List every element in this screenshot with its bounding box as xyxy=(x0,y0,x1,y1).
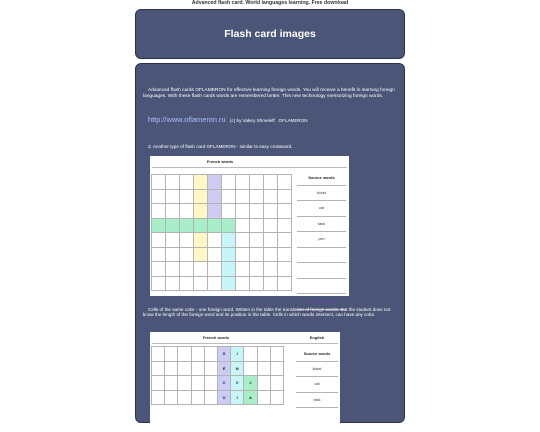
card1-cell xyxy=(278,262,292,277)
card1-cell xyxy=(166,233,180,248)
card1-cell xyxy=(250,218,264,233)
card1-cell xyxy=(264,233,278,248)
card2-cell: U xyxy=(217,390,230,405)
card1-header-foreign: French words xyxy=(206,159,234,164)
card1-cell xyxy=(194,175,208,190)
card2-cell xyxy=(178,347,191,362)
card1-source-word xyxy=(297,247,346,263)
card2-cell: S xyxy=(217,347,230,362)
card1-cell xyxy=(208,276,222,291)
card2-cell: C xyxy=(217,376,230,391)
card1-cell xyxy=(264,189,278,204)
card2-cell xyxy=(270,347,283,362)
card1-grid xyxy=(151,174,292,291)
card1-cell xyxy=(222,247,236,262)
card1-source-word: ticket xyxy=(297,185,346,201)
card2-cell xyxy=(152,390,165,405)
card1-cell xyxy=(208,233,222,248)
card2-cell xyxy=(257,347,270,362)
card1-cell xyxy=(236,276,250,291)
card1-cell xyxy=(222,189,236,204)
card2-cell xyxy=(270,376,283,391)
card2-cell xyxy=(257,361,270,376)
card2-source-word: task xyxy=(296,392,338,408)
brand-text: OFLAMERON xyxy=(278,118,308,123)
card1-cell xyxy=(194,189,208,204)
card1-cell xyxy=(194,247,208,262)
card2-cell xyxy=(178,361,191,376)
card1-cell xyxy=(208,218,222,233)
card1-cell xyxy=(250,175,264,190)
card2-cell xyxy=(257,390,270,405)
flash-card-crossword xyxy=(150,156,349,304)
card1-cell xyxy=(236,189,250,204)
site-line xyxy=(148,115,308,124)
card2-cell xyxy=(270,361,283,376)
card2-cell xyxy=(191,376,204,391)
card2-cell xyxy=(191,347,204,362)
card1-source-word xyxy=(297,263,346,279)
card1-cell xyxy=(278,204,292,219)
card1-cell xyxy=(250,276,264,291)
card1-cell xyxy=(236,262,250,277)
card2-cell: É xyxy=(217,361,230,376)
card2-cell xyxy=(165,361,178,376)
card1-cell xyxy=(250,204,264,219)
card1-cell xyxy=(236,175,250,190)
card1-cell xyxy=(166,276,180,291)
card2-source-table xyxy=(296,346,338,408)
card1-cell xyxy=(152,189,166,204)
card1-cell xyxy=(236,233,250,248)
card1-cell xyxy=(152,175,166,190)
card1-cell xyxy=(236,204,250,219)
card1-cell xyxy=(180,233,194,248)
card2-cell xyxy=(270,390,283,405)
card1-cell xyxy=(208,262,222,277)
card2-cell: I xyxy=(231,347,244,362)
card1-source-word xyxy=(297,278,346,294)
card1-cell xyxy=(208,247,222,262)
card2-cell xyxy=(152,347,165,362)
card1-cell xyxy=(278,233,292,248)
card2-cell: A xyxy=(244,390,257,405)
card1-cell xyxy=(180,204,194,219)
card1-cell xyxy=(222,276,236,291)
card2-cell: V xyxy=(231,376,244,391)
card1-cell xyxy=(152,276,166,291)
card2-cell xyxy=(178,376,191,391)
site-link[interactable]: http://www.oflameron.ru xyxy=(148,115,226,124)
card1-source-table xyxy=(297,170,346,310)
card1-cell xyxy=(264,276,278,291)
card1-cell xyxy=(166,175,180,190)
card2-source-word: ticket xyxy=(296,361,338,377)
card1-cell xyxy=(278,218,292,233)
card1-cell xyxy=(250,233,264,248)
card1-cell xyxy=(222,262,236,277)
card1-cell xyxy=(264,175,278,190)
card2-cell xyxy=(244,347,257,362)
card2-cell xyxy=(152,361,165,376)
card2-cell xyxy=(191,390,204,405)
card1-cell xyxy=(194,276,208,291)
card1-cell xyxy=(180,189,194,204)
card2-grid xyxy=(151,346,284,405)
card1-cell xyxy=(194,233,208,248)
card1-cell xyxy=(250,247,264,262)
card1-cell xyxy=(278,189,292,204)
card1-cell xyxy=(208,204,222,219)
card1-cell xyxy=(166,262,180,277)
card2-cell xyxy=(204,390,217,405)
credit-text: (c) by Valery Shmeleff xyxy=(229,118,275,123)
card1-cell xyxy=(278,175,292,190)
card1-cell xyxy=(222,233,236,248)
card2-header-foreign: French words xyxy=(202,335,230,340)
content-panel xyxy=(135,63,405,423)
item-3-text: 3. Another type of flash card OFLAMERON - similar to easy crossword. xyxy=(148,144,293,149)
card1-cell xyxy=(152,233,166,248)
card1-cell xyxy=(180,175,194,190)
card1-cell xyxy=(180,262,194,277)
card1-cell xyxy=(264,247,278,262)
card1-cell xyxy=(264,204,278,219)
card1-cell xyxy=(264,218,278,233)
card1-cell xyxy=(194,204,208,219)
flash-card-crossword-filled xyxy=(150,332,340,432)
page-title: Flash card images xyxy=(224,28,316,40)
card2-cell: N xyxy=(231,361,244,376)
card1-cell xyxy=(180,276,194,291)
card1-cell xyxy=(194,262,208,277)
card2-cell xyxy=(244,361,257,376)
card2-cell xyxy=(257,376,270,391)
card1-cell xyxy=(152,262,166,277)
card1-cell xyxy=(166,218,180,233)
card2-source-word: cat xyxy=(296,377,338,393)
card1-cell xyxy=(152,247,166,262)
card1-cell xyxy=(152,204,166,219)
card2-cell xyxy=(191,361,204,376)
card1-cell xyxy=(208,175,222,190)
card2-cell xyxy=(204,376,217,391)
card1-cell xyxy=(208,189,222,204)
card2-cell: J xyxy=(244,376,257,391)
card1-cell xyxy=(166,204,180,219)
card1-cell xyxy=(236,218,250,233)
explanation-paragraph: Cells of the same color - one foreign word. Written in the table the translation of foreign words. But the student does not know the length of the foreign word and its position in the table. Cells in which words intersect, can have any color. xyxy=(143,307,391,318)
card1-cell xyxy=(152,218,166,233)
card2-cell xyxy=(152,376,165,391)
card1-cell xyxy=(278,276,292,291)
card2-cell: I xyxy=(231,390,244,405)
page-caption: Advanced flash card. World languages learning. Free download xyxy=(191,0,349,6)
card1-brand: OFLAMERON xyxy=(297,294,346,310)
title-panel xyxy=(135,9,405,59)
card2-cell xyxy=(178,390,191,405)
card2-cell xyxy=(165,376,178,391)
card1-cell xyxy=(194,218,208,233)
card1-header-source: Source words xyxy=(297,170,346,185)
card1-cell xyxy=(180,218,194,233)
card1-source-word: task xyxy=(297,216,346,232)
intro-paragraph: Advanced flash cards OFLAMERON for effective learning foreign words. You will receive a benefit in learning foreign languages. With these flash cards words are remembered better. This new technology memorizing foreign words. xyxy=(143,88,395,99)
card1-cell xyxy=(166,247,180,262)
card1-cell xyxy=(222,204,236,219)
card2-cell xyxy=(204,347,217,362)
card1-cell xyxy=(250,189,264,204)
card1-cell xyxy=(166,189,180,204)
card1-cell xyxy=(250,262,264,277)
card1-cell xyxy=(264,262,278,277)
card1-source-word: pen xyxy=(297,232,346,248)
card2-cell xyxy=(204,361,217,376)
card2-cell xyxy=(165,347,178,362)
card1-cell xyxy=(180,247,194,262)
card1-cell xyxy=(222,175,236,190)
card2-cell xyxy=(165,390,178,405)
card1-cell xyxy=(222,218,236,233)
card1-source-word: cat xyxy=(297,201,346,217)
card2-header-english: English xyxy=(309,335,325,340)
card1-cell xyxy=(278,247,292,262)
card1-cell xyxy=(236,247,250,262)
card2-source-header: Source words xyxy=(296,346,338,361)
